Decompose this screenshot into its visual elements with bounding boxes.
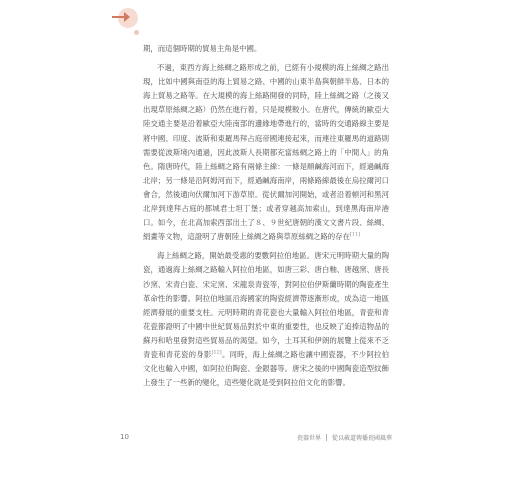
paragraph-3-line: 唐長沙窯、宋青白瓷、宋定窯、宋龍泉青瓷等，對阿拉伯伊斯蘭時期的陶 (143, 265, 389, 289)
paragraph-2-line: 達黑海南岸港口。如今，在北高加索西部出土了８、９世紀唐朝的漢文文書 (143, 204, 389, 228)
paragraph-3-line: 瓷產生革命性的影響。阿拉伯地區沿海國家的陶瓷經濟帶逐漸形成，成為 (143, 279, 389, 303)
paragraph-3-line: 了追捧這物品的蘇丹和哈里發對這些貿易品的渴望。如今，土耳其和伊 (143, 321, 389, 345)
paragraph-3-line: 陶瓷，通過海上絲綢之路輸入阿拉伯地區，如唐三彩、唐白釉、唐越窯、 (143, 251, 389, 275)
footnote-marker[interactable]: [11] (349, 231, 361, 238)
body-text (143, 42, 389, 390)
paragraph-2 (143, 61, 389, 244)
decoration-arrowhead (124, 12, 130, 22)
footer-book-title: 瓷器世界 (296, 435, 321, 442)
paragraph-3-line: 朗的展覽上從來不乏青瓷和青花瓷的身影 (143, 335, 389, 359)
paragraph-2-line: 的道路則需要從波斯境內通過，因此波斯人長期都充當絲綢之路上的「中間 (143, 133, 389, 157)
page-number: 10 (120, 433, 129, 441)
paragraph-2-line: 着頓河和黑河北岸到達拜占庭的都城君士坦丁堡；或者穿越高加索山，到 (143, 189, 389, 214)
paragraph-2-line: 經過鹹海北岸；另一條是沿阿姆河而下，經過鹹海南岸，兩條路線最後在 (143, 161, 389, 185)
paragraph-2-line: 不過，東西方海上絲綢之路形成之前，已經有小規模的海上絲綢之路 (157, 63, 382, 73)
paragraph-3-line: 文化的影響。 (305, 378, 350, 388)
paragraph-2-line: 存在 (335, 232, 350, 242)
arrow-decoration-icon (112, 6, 142, 32)
paragraph-3-line: 。同時，海上絲綢之路也讓中 (221, 349, 321, 359)
paragraph-2-line: 亞大陸交通主要是沿着歐亞大陸南部的邊緣地帶進行的，當時的交通路線 (143, 105, 389, 129)
paragraph-2-line: 後又出現草原絲綢之路）仍然在進行着，只是規模較小。在唐代，傳統的歐 (143, 91, 389, 115)
footnote-marker[interactable]: [12] (211, 349, 222, 356)
paragraph-2-line: 烏拉爾河口會合，然後通向伏爾加河下游草原。從伏爾加河開始，或者沿 (143, 175, 389, 199)
paragraph-3 (143, 249, 389, 390)
footer-divider (326, 434, 327, 441)
paragraph-2-line: 人」的角色。隋唐時代，陸上絲綢之路有兩條主線：一條是順鹹海河而下， (143, 147, 389, 171)
decoration-dot (134, 30, 139, 35)
paragraph-2-line: 片段、絲綢、絹畫等文物，這證明了唐朝陸上絲綢之路與草原絲綢之路的 (143, 218, 389, 242)
paragraph-3-line: 區，青瓷和青花瓷都證明了中國中世紀貿易品對於中東的重要性，也反映 (143, 307, 389, 331)
paragraph-3-line: 海上絲綢之路，開始最受惠的要數阿拉伯地區。唐宋元明時期大量的 (157, 251, 382, 261)
paragraph-2-line: 出現，比如中國與南亞的海上貿易之路、中國的山東半島與朝鮮半島、日 (143, 63, 389, 87)
paragraph-2-line: 本的海上貿易之路等。在大規模的海上絲路開發的同時，陸上絲綢之路（之 (143, 77, 389, 101)
paragraph-3-line: 國瓷器，不少阿拉伯文化也輸入中國，如阿拉伯陶瓷、金銀器等。唐宋之 (143, 349, 389, 374)
footer-chapter-title: 從以載道傳播瓷國風華 (331, 435, 392, 442)
paragraph-2-line: 主要是將中國、印度、波斯和東羅馬拜占庭帝國連接起來，而連往東羅馬 (143, 119, 389, 143)
paragraph-3-line: 後的中國陶瓷造型紋飾上發生了一些新的變化，這些變化就是受到阿拉伯 (143, 364, 389, 388)
paragraph-1: 期，而這個時期的貿易主角是中國。 (143, 44, 262, 53)
paragraph-3-line: 這一地區經濟發展的重要支柱。元明時期的青花瓷也大量輸入阿拉伯地 (143, 293, 389, 317)
running-footer (297, 433, 392, 442)
